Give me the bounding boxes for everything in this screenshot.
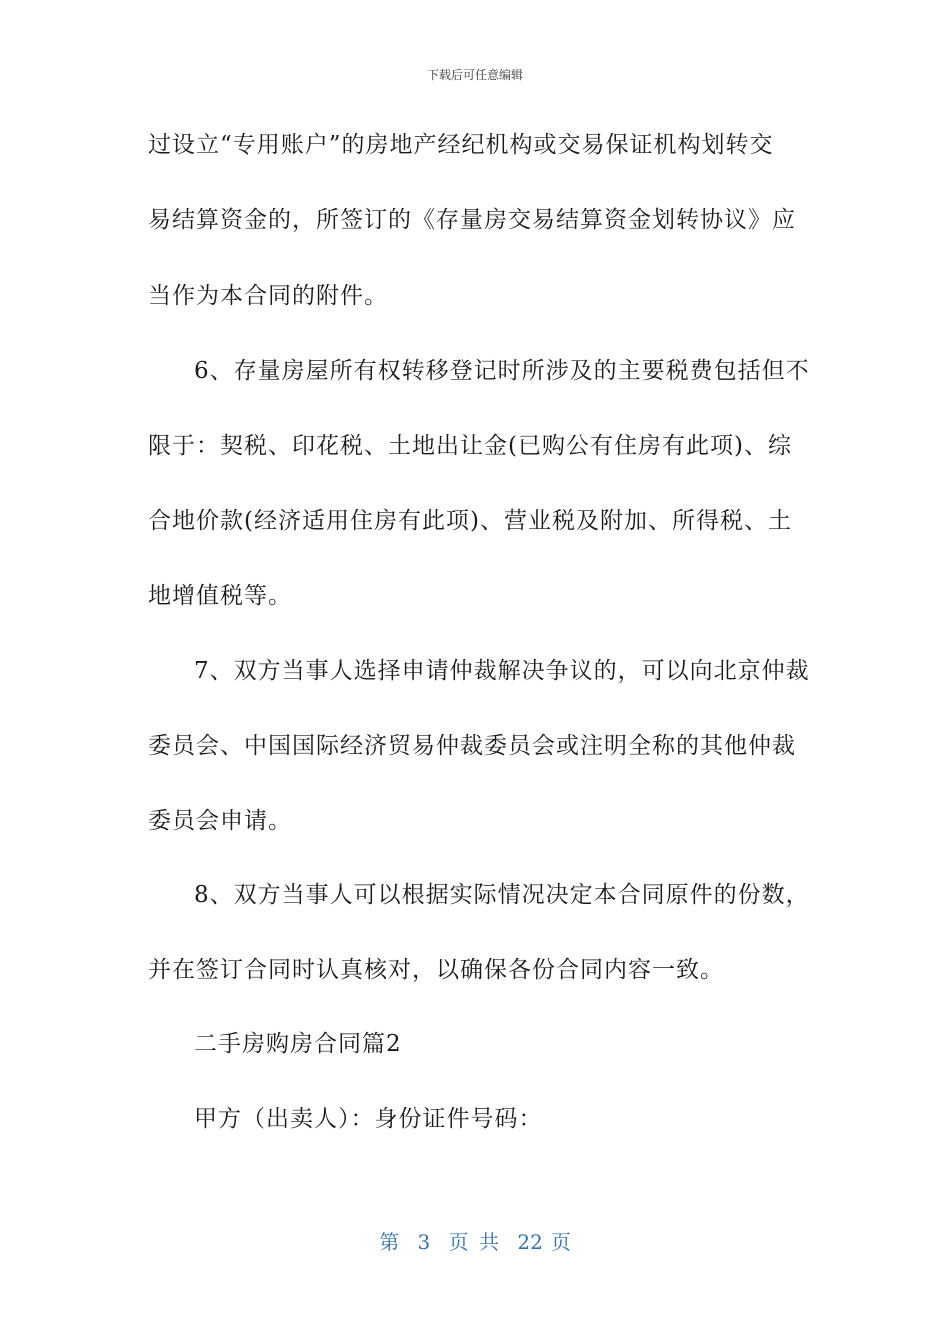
- paragraph-line: 6、存量房屋所有权转移登记时所涉及的主要税费包括但不: [194, 358, 810, 384]
- paragraph-line: 委员会申请。: [148, 808, 292, 834]
- paragraph-line: 委员会、中国国际经济贸易仲裁委员会或注明全称的其他仲裁: [148, 733, 796, 759]
- footer-total-pages: 22: [517, 1230, 543, 1254]
- paragraph-line: 并在签订合同时认真核对，以确保各份合同内容一致。: [148, 957, 724, 983]
- paragraph-line: 过设立“专用账户”的房地产经纪机构或交易保证机构划转交: [148, 132, 774, 158]
- paragraph-line: 限于：契税、印花税、土地出让金(已购公有住房有此项)、综: [148, 433, 792, 459]
- paragraph-line: 甲方（出卖人）：身份证件号码：: [194, 1106, 543, 1132]
- page-footer: [0, 1226, 950, 1255]
- paragraph-line: 易结算资金的，所签订的《存量房交易结算资金划转协议》应: [148, 207, 796, 233]
- footer-prefix: 第: [379, 1230, 400, 1254]
- section-heading: 二手房购房合同篇2: [194, 1031, 402, 1057]
- paragraph-line: 合地价款(经济适用住房有此项)、营业税及附加、所得税、土: [148, 508, 792, 534]
- footer-page-number: 3: [417, 1230, 431, 1254]
- paragraph-line: 当作为本合同的附件。: [148, 283, 388, 309]
- paragraph-line: 地增值税等。: [148, 583, 292, 609]
- paragraph-line: 8、双方当事人可以根据实际情况决定本合同原件的份数，: [194, 882, 810, 908]
- footer-middle: 页 共: [448, 1230, 499, 1254]
- footer-suffix: 页: [550, 1230, 571, 1254]
- page-header: 下载后可任意编辑: [426, 68, 523, 82]
- paragraph-line: 7、双方当事人选择申请仲裁解决争议的，可以向北京仲裁: [194, 658, 810, 684]
